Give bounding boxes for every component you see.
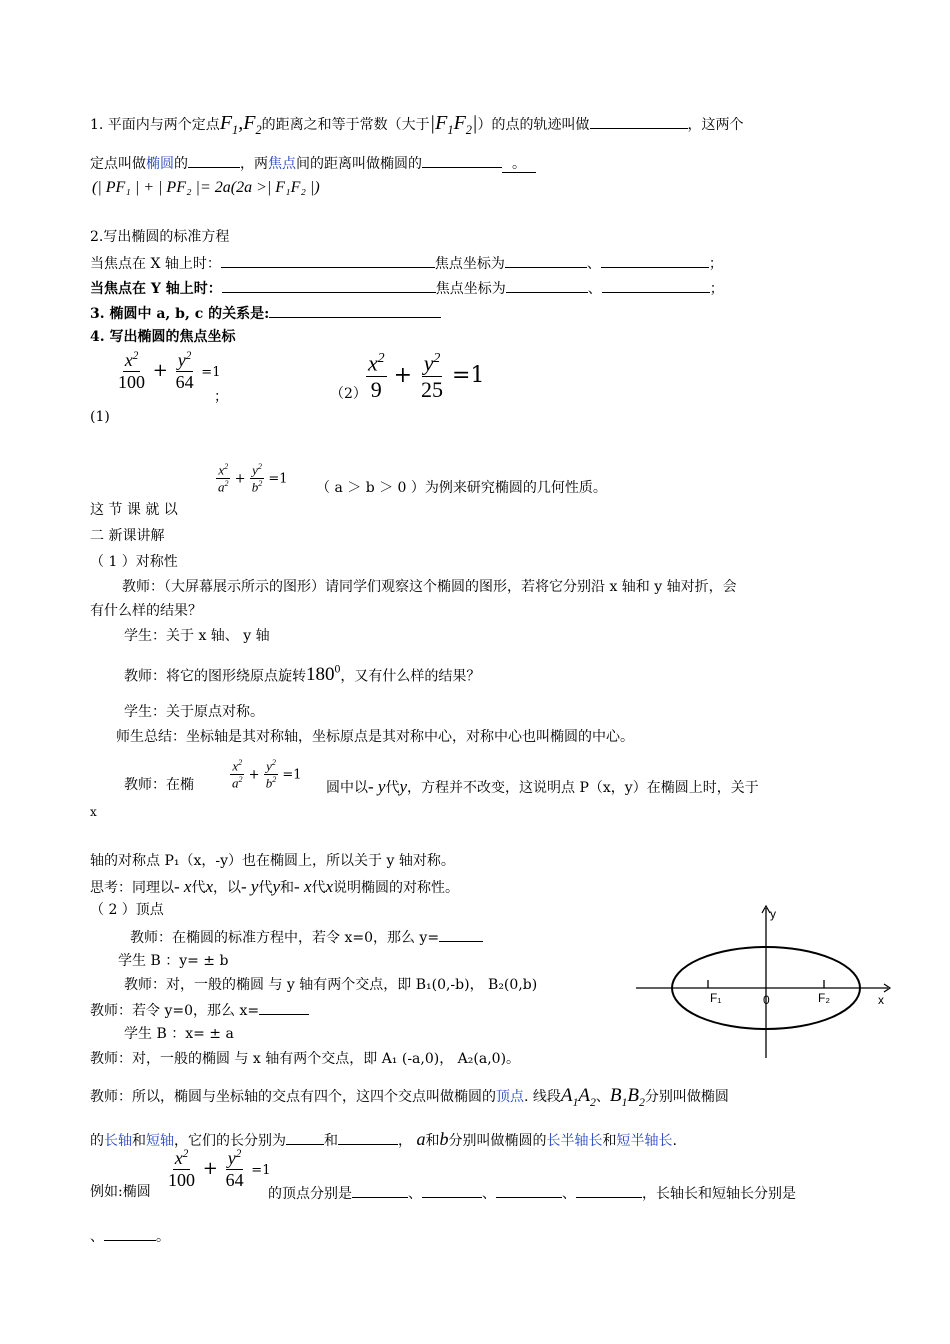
neg-y-2: - y [241, 877, 259, 896]
blank-x-eq[interactable] [259, 1002, 309, 1015]
vertex-t5 [90, 1086, 729, 1109]
vertex-s2: 学生 B ：x= ± a [124, 1026, 234, 1042]
blank-short-len[interactable] [338, 1132, 398, 1145]
q1-text-d: ，这两个 [687, 117, 744, 133]
vertex-example [268, 1185, 796, 1201]
sym-t3e: x [90, 805, 97, 819]
sym-s2: 学生：关于原点对称。 [124, 704, 264, 720]
vertex-t3 [90, 1002, 309, 1018]
sym-t3-equation: $\frac{x^2}{a^2}$ + $\frac{y^2}{b^2}$ =1 [232, 758, 302, 791]
vertex-ex-end [90, 1228, 170, 1244]
q1-text-i: 。 [502, 156, 536, 173]
blank-v2[interactable] [422, 1185, 482, 1198]
intro-equation: $\frac{x^2}{a^2}$ + $\frac{y^2}{b^2}$ =1 [218, 462, 288, 495]
blank-v1[interactable] [352, 1185, 408, 1198]
q2-title: 2.写出椭圆的标准方程 [90, 229, 230, 245]
q1-text-e: 定点叫做 [90, 156, 146, 172]
vertex-ex-a: 例如:椭圆 [90, 1184, 151, 1200]
ellipse-figure [630, 900, 910, 1066]
q1-text-c: ）的点的轨迹叫做 [477, 117, 590, 133]
q1-line2 [90, 155, 536, 171]
q4-label2: （2） [330, 386, 367, 402]
ellipse-link[interactable]: 椭圆 [146, 156, 174, 172]
deg-180: $180^0$ [306, 663, 341, 686]
blank-y-equation[interactable] [222, 280, 436, 293]
f1f2-symbol: $F_1,F_2$ [219, 112, 262, 137]
q1-text-h: 间的距离叫做椭圆的 [296, 156, 422, 172]
blank-x-focus1[interactable] [505, 255, 587, 268]
vertex-t5a: 教师：所以，椭圆与坐标轴的交点有四个，这四个交点叫做椭圆的 [90, 1089, 496, 1105]
blank-y-focus1[interactable] [506, 280, 588, 293]
x-axis-label: 当焦点在 X 轴上时： [90, 256, 221, 272]
blank-v4[interactable] [576, 1185, 642, 1198]
semi-major-link[interactable]: 长半轴长 [546, 1133, 603, 1149]
sym-summary: 师生总结：坐标轴是其对称轴，坐标原点是其对称中心，对称中心也叫椭圆的中心。 [116, 729, 634, 745]
blank-y-eq[interactable] [439, 929, 483, 942]
q4-semicolon: ； [214, 389, 228, 405]
sym-t3c: 代 [385, 780, 400, 796]
seg-b1b2: $B_1B_2$ [609, 1085, 645, 1109]
short-axis-link[interactable]: 短轴 [146, 1133, 174, 1149]
ex-end-period: 。 [156, 1229, 170, 1245]
example-equation: $\frac{x^2}{100}$ + $\frac{y^2}{64}$ =1 [168, 1148, 271, 1190]
vertex-t5b: . 线段 [524, 1089, 561, 1105]
var-y: y [399, 777, 408, 796]
vertex-t4: 教师：对，一般的椭圆 与 x 轴有两个交点，即 A₁ (-a,0)， A₂(a,0)。 [90, 1051, 521, 1067]
deg-value: 180 [306, 664, 335, 686]
vertex-t2: 教师：对，一般的椭圆 与 y 轴有两个交点，即 B₁(0,-b)， B₂(0,b) [124, 977, 538, 993]
vertex-period: . [672, 1133, 677, 1149]
think-a: 思考：同理以 [90, 880, 174, 896]
q1-formula: (| PF₁ | + | PF₂ |= 2a(2a >| F₁F₂ |) [92, 179, 320, 196]
vertex-t6c: ， [398, 1133, 412, 1149]
origin-label: 0 [763, 993, 770, 1007]
think-e: 和 [280, 880, 295, 896]
var-x-2: x [325, 877, 334, 896]
vertex-ex-b: 的顶点分别是 [268, 1186, 352, 1202]
neg-x-2: - x [294, 877, 312, 896]
vertex-ex-c: ，长轴长和短轴长分别是 [642, 1186, 796, 1202]
var-a: a [412, 1129, 426, 1149]
frac-x2-a2: $\frac{x^2}{a^2}$ [218, 462, 229, 495]
var-b: b [439, 1129, 449, 1149]
y-focus-label: 焦点坐标为 [435, 281, 506, 297]
blank-axis-len[interactable] [104, 1228, 156, 1241]
frac-y2-b2-b: $\frac{y^2}{b^2}$ [265, 758, 277, 791]
blank-focal-distance[interactable] [422, 155, 502, 168]
vertex-t5d: 分别叫做椭圆 [644, 1089, 729, 1105]
vertex-head: （ 2 ）顶点 [90, 902, 164, 918]
frac-y2-b2: $\frac{y^2}{b^2}$ [251, 462, 263, 495]
sym-t2 [124, 664, 480, 684]
think-g: 说明椭圆的对称性。 [333, 880, 460, 896]
q3-text: 3. 椭圆中 a, b, c 的关系是: [90, 306, 270, 322]
q2-y-axis-line [90, 280, 724, 296]
q1-line1 [90, 113, 744, 136]
q1-text-g: ，两 [240, 156, 268, 172]
sym-s1: 学生：关于 x 轴、 y 轴 [124, 628, 270, 644]
frac-x2-100-b: $\frac{x^2}{100}$ [168, 1148, 195, 1190]
neg-x: - x [174, 877, 192, 896]
frac-y2-64: $\frac{y^2}{64}$ [175, 350, 194, 392]
intro-condition: （ a ＞ b ＞ 0 ）为例来研究椭圆的几何性质。 [316, 480, 607, 496]
sym-t1b: 有什么样的结果？ [90, 603, 202, 619]
x-focus-label: 焦点坐标为 [434, 256, 505, 272]
section2-title: 二 新课讲解 [90, 528, 165, 544]
y-sep: 、 [587, 281, 602, 297]
blank-focus[interactable] [188, 155, 240, 168]
frac-y2-25: $\frac{y^2}{25}$ [421, 350, 444, 402]
vertex-t5c: 、 [595, 1089, 610, 1105]
blank-long-len[interactable] [286, 1132, 324, 1145]
think-d: 代 [258, 880, 273, 896]
vertex-t3-text: 教师：若令 y=0，那么 x= [90, 1003, 260, 1019]
ex-end-sep: 、 [90, 1229, 104, 1245]
frac-y2-64-b: $\frac{y^2}{64}$ [225, 1148, 244, 1190]
sym-t3-rest [326, 778, 759, 795]
long-axis-link[interactable]: 长轴 [104, 1133, 132, 1149]
semi-minor-link[interactable]: 短半轴长 [616, 1133, 673, 1149]
frac-x2-a2-b: $\frac{x^2}{a^2}$ [232, 758, 243, 791]
and2: 和 [324, 1133, 338, 1149]
var-x: x [205, 877, 214, 896]
var-y-2: y [272, 877, 281, 896]
intro-lead: 这 节 课 就 以 [90, 502, 178, 518]
x-sep: 、 [586, 256, 601, 272]
frac-x2-9: $\frac{x^2}{9}$ [368, 350, 385, 402]
blank-x-focus2[interactable] [601, 255, 709, 268]
blank-y-focus2[interactable] [602, 280, 710, 293]
sym-t3b: 圆中以 [326, 780, 368, 796]
sep-v1: 、 [408, 1186, 422, 1202]
q3-line [90, 305, 441, 321]
f1-label: F₁ [710, 991, 722, 1005]
q4-title: 4. 写出椭圆的焦点坐标 [90, 329, 236, 345]
q4-eq2: $\frac{x^2}{9}$ + $\frac{y^2}{25}$ =1 [368, 350, 485, 402]
vertex-s1: 学生 B ：y= ± b [118, 953, 229, 969]
vertex-link[interactable]: 顶点 [496, 1089, 524, 1105]
focus-link[interactable]: 焦点 [268, 156, 296, 172]
q1-text-a: 1. 平面内与两个定点 [90, 117, 220, 133]
sym-t3a: 教师：在椭 [124, 777, 194, 793]
y-axis-label: 当焦点在 Y 轴上时： [90, 281, 222, 297]
seg-a1a2: $A_1A_2$ [560, 1085, 596, 1109]
and4: 和 [602, 1133, 617, 1149]
sym-head: （ 1 ）对称性 [90, 554, 178, 570]
sym-t1: 教师：（大屏幕展示所示的图形）请同学们观察这个椭圆的图形，若将它分别沿 x 轴和 y 轴对折，会 [122, 579, 737, 595]
vertex-t6d: 分别叫做椭圆的 [448, 1133, 547, 1149]
y-label: y [770, 907, 776, 921]
vertex-t6 [90, 1130, 677, 1148]
sym-t3d: ，方程并不改变，这说明点 P（x，y）在椭圆上时，关于 [407, 780, 759, 796]
frac-x2-100: $\frac{x^2}{100}$ [118, 350, 145, 392]
sym-t3f: 轴的对称点 P₁（x，-y）也在椭圆上，所以关于 y 轴对称。 [90, 853, 455, 869]
blank-locus[interactable] [590, 116, 688, 129]
sep-v2: 、 [482, 1186, 496, 1202]
q1-text-f: 的 [174, 156, 188, 172]
sep-v3: 、 [562, 1186, 576, 1202]
q1-text-b: 的距离之和等于常数（大于 [261, 117, 430, 133]
x-end: ； [708, 256, 723, 272]
think-b: 代 [191, 880, 206, 896]
neg-y: - y [368, 777, 386, 796]
and1: 和 [132, 1133, 146, 1149]
vertex-t1-text: 教师：在椭圆的标准方程中，若令 x=0，那么 y= [130, 930, 440, 946]
sym-think [90, 878, 459, 895]
f1f2-abs: $|F_1F_2|$ [429, 112, 478, 137]
vertex-t6a: 的 [90, 1133, 104, 1149]
blank-abc[interactable] [269, 305, 441, 318]
blank-x-equation[interactable] [221, 255, 435, 268]
y-end: ； [709, 281, 724, 297]
x-label: x [878, 993, 884, 1007]
think-c: ，以 [213, 880, 242, 896]
think-f: 代 [311, 880, 326, 896]
sym-t2a: 教师：将它的图形绕原点旋转 [124, 668, 306, 685]
q4-eq1: $\frac{x^2}{100}$ + $\frac{y^2}{64}$ =1 [118, 350, 221, 392]
q4-label1: (1) [90, 409, 110, 425]
and3: 和 [425, 1133, 440, 1149]
q2-x-axis-line [90, 255, 723, 271]
f2-label: F₂ [818, 991, 830, 1005]
vertex-t6b: ，它们的长分别为 [174, 1133, 286, 1149]
sym-t2b: ，又有什么样的结果？ [340, 668, 481, 685]
vertex-t1 [130, 929, 483, 945]
blank-v3[interactable] [496, 1185, 562, 1198]
